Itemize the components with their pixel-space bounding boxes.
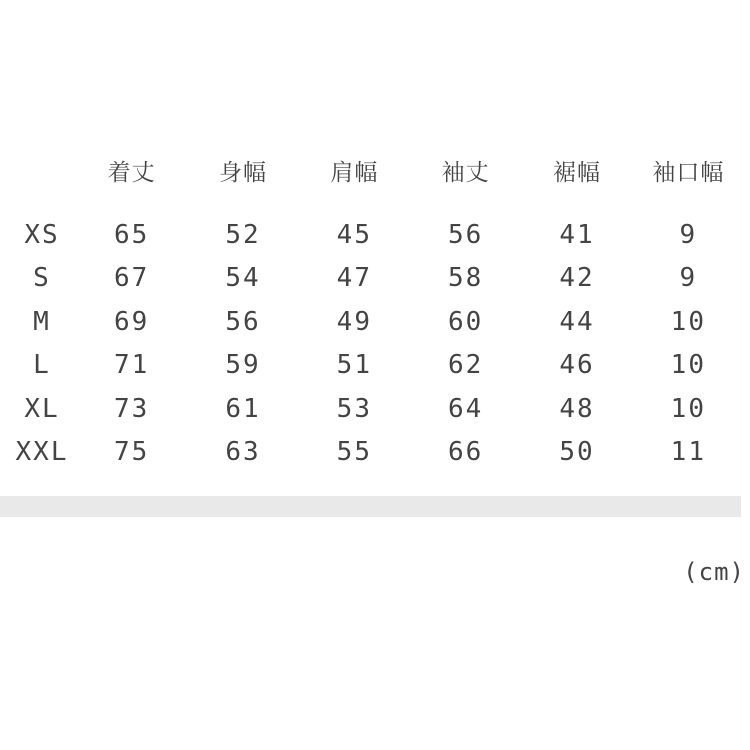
table-cell: 51 [336, 350, 372, 381]
table-cell: 11 [670, 437, 706, 468]
table-cell: 47 [336, 263, 372, 294]
column-header-cuff-width: 袖口幅 [652, 159, 725, 186]
table-row-xl [8, 387, 744, 431]
table-row-m [8, 300, 744, 344]
table-cell: 63 [225, 437, 261, 468]
column-header-body-length: 着丈 [107, 159, 156, 186]
size-row-label: XL [24, 393, 60, 424]
table-cell: 10 [670, 306, 706, 337]
table-cell: 66 [448, 437, 484, 468]
table-cell: 9 [679, 219, 698, 250]
table-cell: 41 [559, 219, 595, 250]
column-header-sleeve-length: 袖丈 [441, 159, 490, 186]
table-row-s [8, 257, 744, 301]
table-cell: 52 [225, 219, 261, 250]
table-row-xs [8, 213, 744, 257]
table-cell: 64 [448, 393, 484, 424]
column-header-body-width: 身幅 [218, 159, 267, 186]
table-cell: 67 [114, 263, 150, 294]
table-cell: 50 [559, 437, 595, 468]
size-row-label: S [33, 263, 51, 294]
table-cell: 53 [336, 393, 372, 424]
divider-bar [0, 496, 741, 517]
size-chart-table [8, 148, 744, 474]
table-cell: 60 [448, 306, 484, 337]
table-cell: 75 [114, 437, 150, 468]
column-header-shoulder-width: 肩幅 [330, 159, 379, 186]
size-row-label: XS [24, 219, 60, 250]
size-row-label: M [33, 306, 51, 337]
table-cell: 55 [336, 437, 372, 468]
table-cell: 49 [336, 306, 372, 337]
table-cell: 45 [336, 219, 372, 250]
table-cell: 44 [559, 306, 595, 337]
table-cell: 59 [225, 350, 261, 381]
table-cell: 56 [225, 306, 261, 337]
table-cell: 42 [559, 263, 595, 294]
table-cell: 10 [670, 350, 706, 381]
table-cell: 73 [114, 393, 150, 424]
table-cell: 9 [679, 263, 698, 294]
unit-label: (cm) [683, 558, 745, 586]
table-cell: 46 [559, 350, 595, 381]
table-cell: 58 [448, 263, 484, 294]
table-cell: 62 [448, 350, 484, 381]
table-cell: 69 [114, 306, 150, 337]
table-row-l [8, 344, 744, 388]
table-header-row [8, 148, 744, 192]
table-cell: 10 [670, 393, 706, 424]
table-row-xxl [8, 431, 744, 475]
table-cell: 56 [448, 219, 484, 250]
column-header-hem-width: 裾幅 [552, 159, 601, 186]
table-cell: 48 [559, 393, 595, 424]
size-row-label: XXL [15, 437, 69, 468]
table-cell: 65 [114, 219, 150, 250]
table-cell: 61 [225, 393, 261, 424]
table-cell: 54 [225, 263, 261, 294]
table-cell: 71 [114, 350, 150, 381]
size-row-label: L [33, 350, 51, 381]
